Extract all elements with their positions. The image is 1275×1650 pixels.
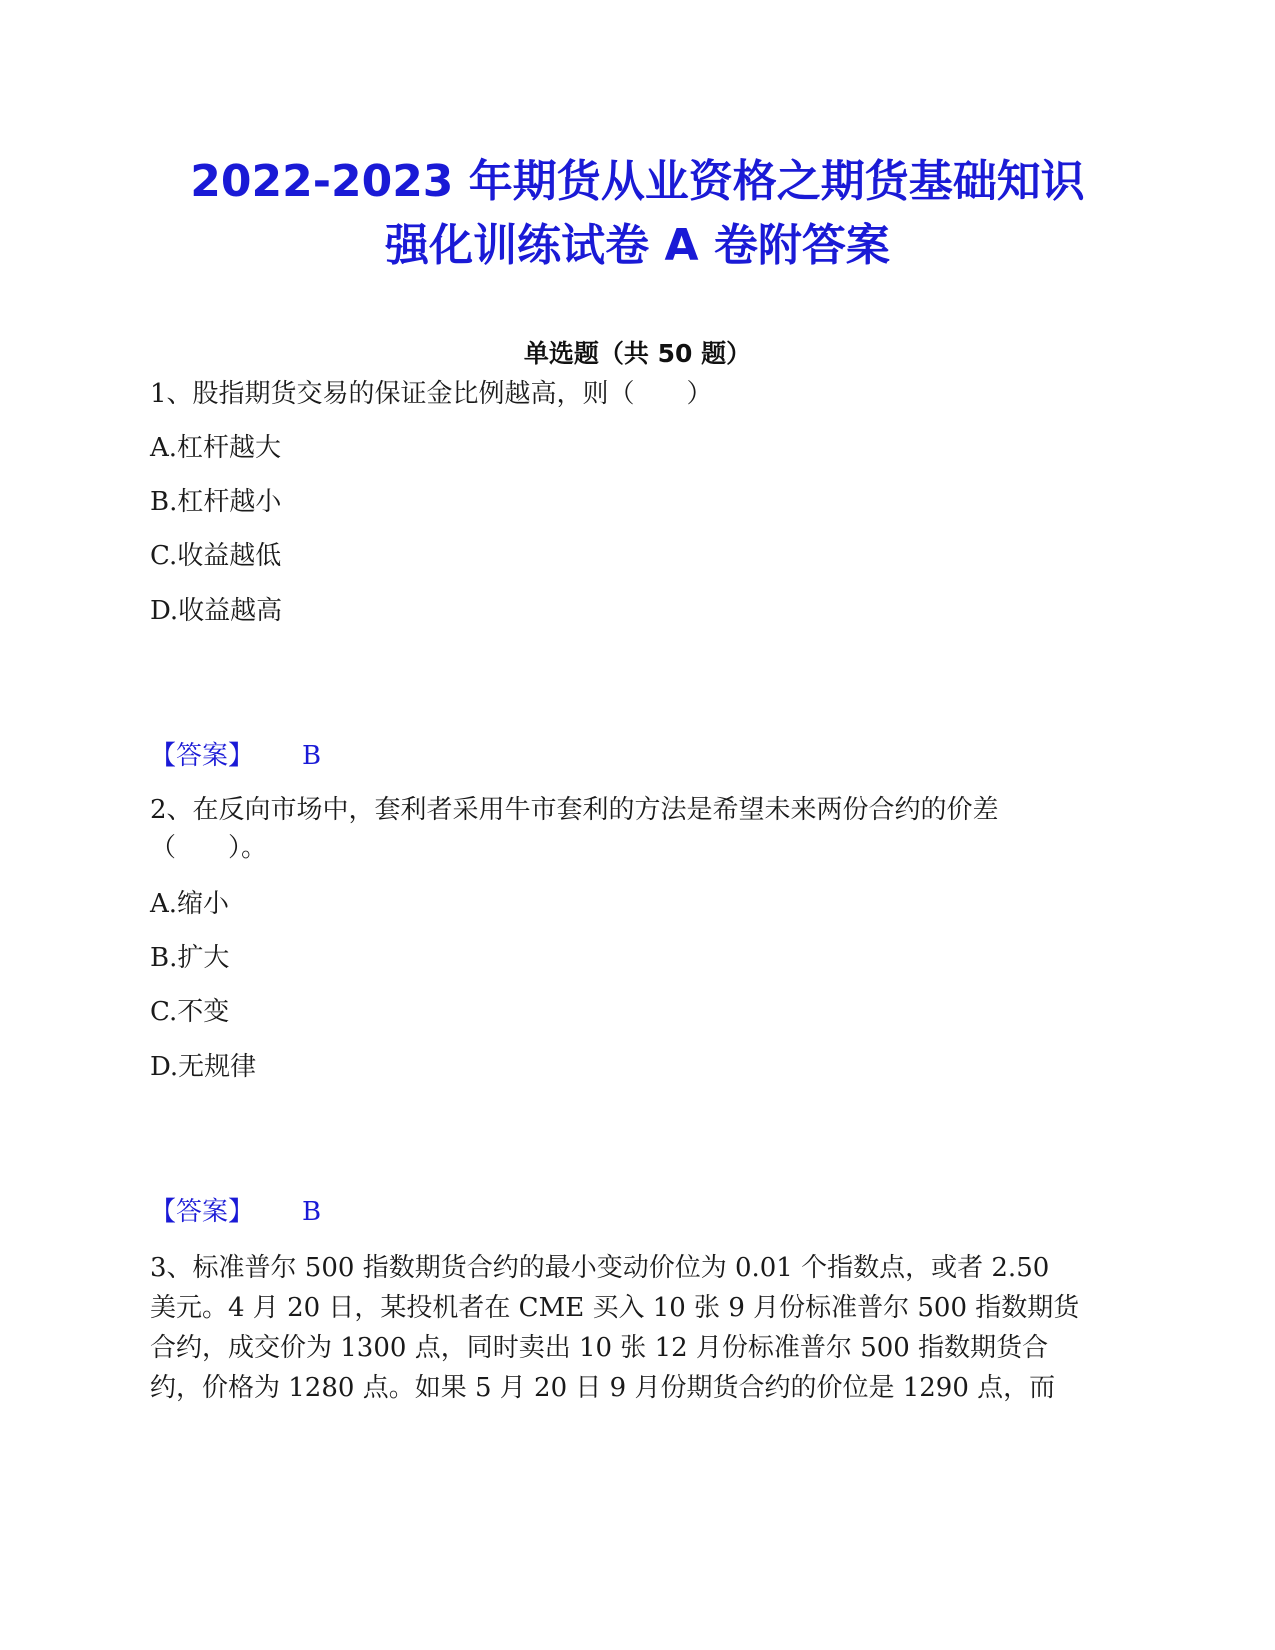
question-2-option-c: C.不变 — [150, 997, 230, 1027]
title-line-1: 2022-2023 年期货从业资格之期货基础知识 — [190, 156, 1085, 207]
question-2-option-b: B.扩大 — [150, 943, 230, 973]
question-3-line-1: 3、标准普尔 500 指数期货合约的最小变动价位为 0.01 个指数点，或者 2.50 — [150, 1253, 1050, 1283]
question-2-option-a: A.缩小 — [150, 889, 230, 919]
question-1-option-a: A.杠杆越大 — [150, 433, 282, 463]
question-3-line-3: 合约，成交价为 1300 点，同时卖出 10 张 12 月份标准普尔 500 指数期货合 — [150, 1333, 1049, 1363]
question-1-answer — [150, 738, 321, 774]
question-2-option-d: D.无规律 — [150, 1052, 257, 1082]
question-2-stem-line-1: 2、在反向市场中，套利者采用牛市套利的方法是希望未来两份合约的价差 — [150, 795, 999, 825]
document-title — [120, 150, 1155, 278]
question-2-answer — [150, 1194, 321, 1230]
question-3-stem — [150, 1248, 1125, 1408]
section-heading: 单选题（共 50 题） — [523, 339, 752, 368]
title-line-2: 强化训练试卷 A 卷附答案 — [385, 220, 890, 271]
question-1-option-d: D.收益越高 — [150, 596, 283, 626]
question-1-stem: 1、股指期货交易的保证金比例越高，则（ ） — [150, 379, 713, 409]
question-3-line-4: 约，价格为 1280 点。如果 5 月 20 日 9 月份期货合约的价位是 1290 点，而 — [150, 1373, 1056, 1403]
answer-label: 【答案】 — [150, 741, 255, 771]
question-1-option-b: B.杠杆越小 — [150, 487, 282, 517]
answer-value: B — [302, 1197, 322, 1227]
question-3-line-2: 美元。4 月 20 日，某投机者在 CME 买入 10 张 9 月份标准普尔 500 指数期货 — [150, 1293, 1080, 1323]
answer-value: B — [302, 741, 322, 771]
question-1-option-c: C.收益越低 — [150, 541, 282, 571]
question-2-stem-line-2: （ ）。 — [150, 833, 268, 863]
answer-label: 【答案】 — [150, 1197, 255, 1227]
